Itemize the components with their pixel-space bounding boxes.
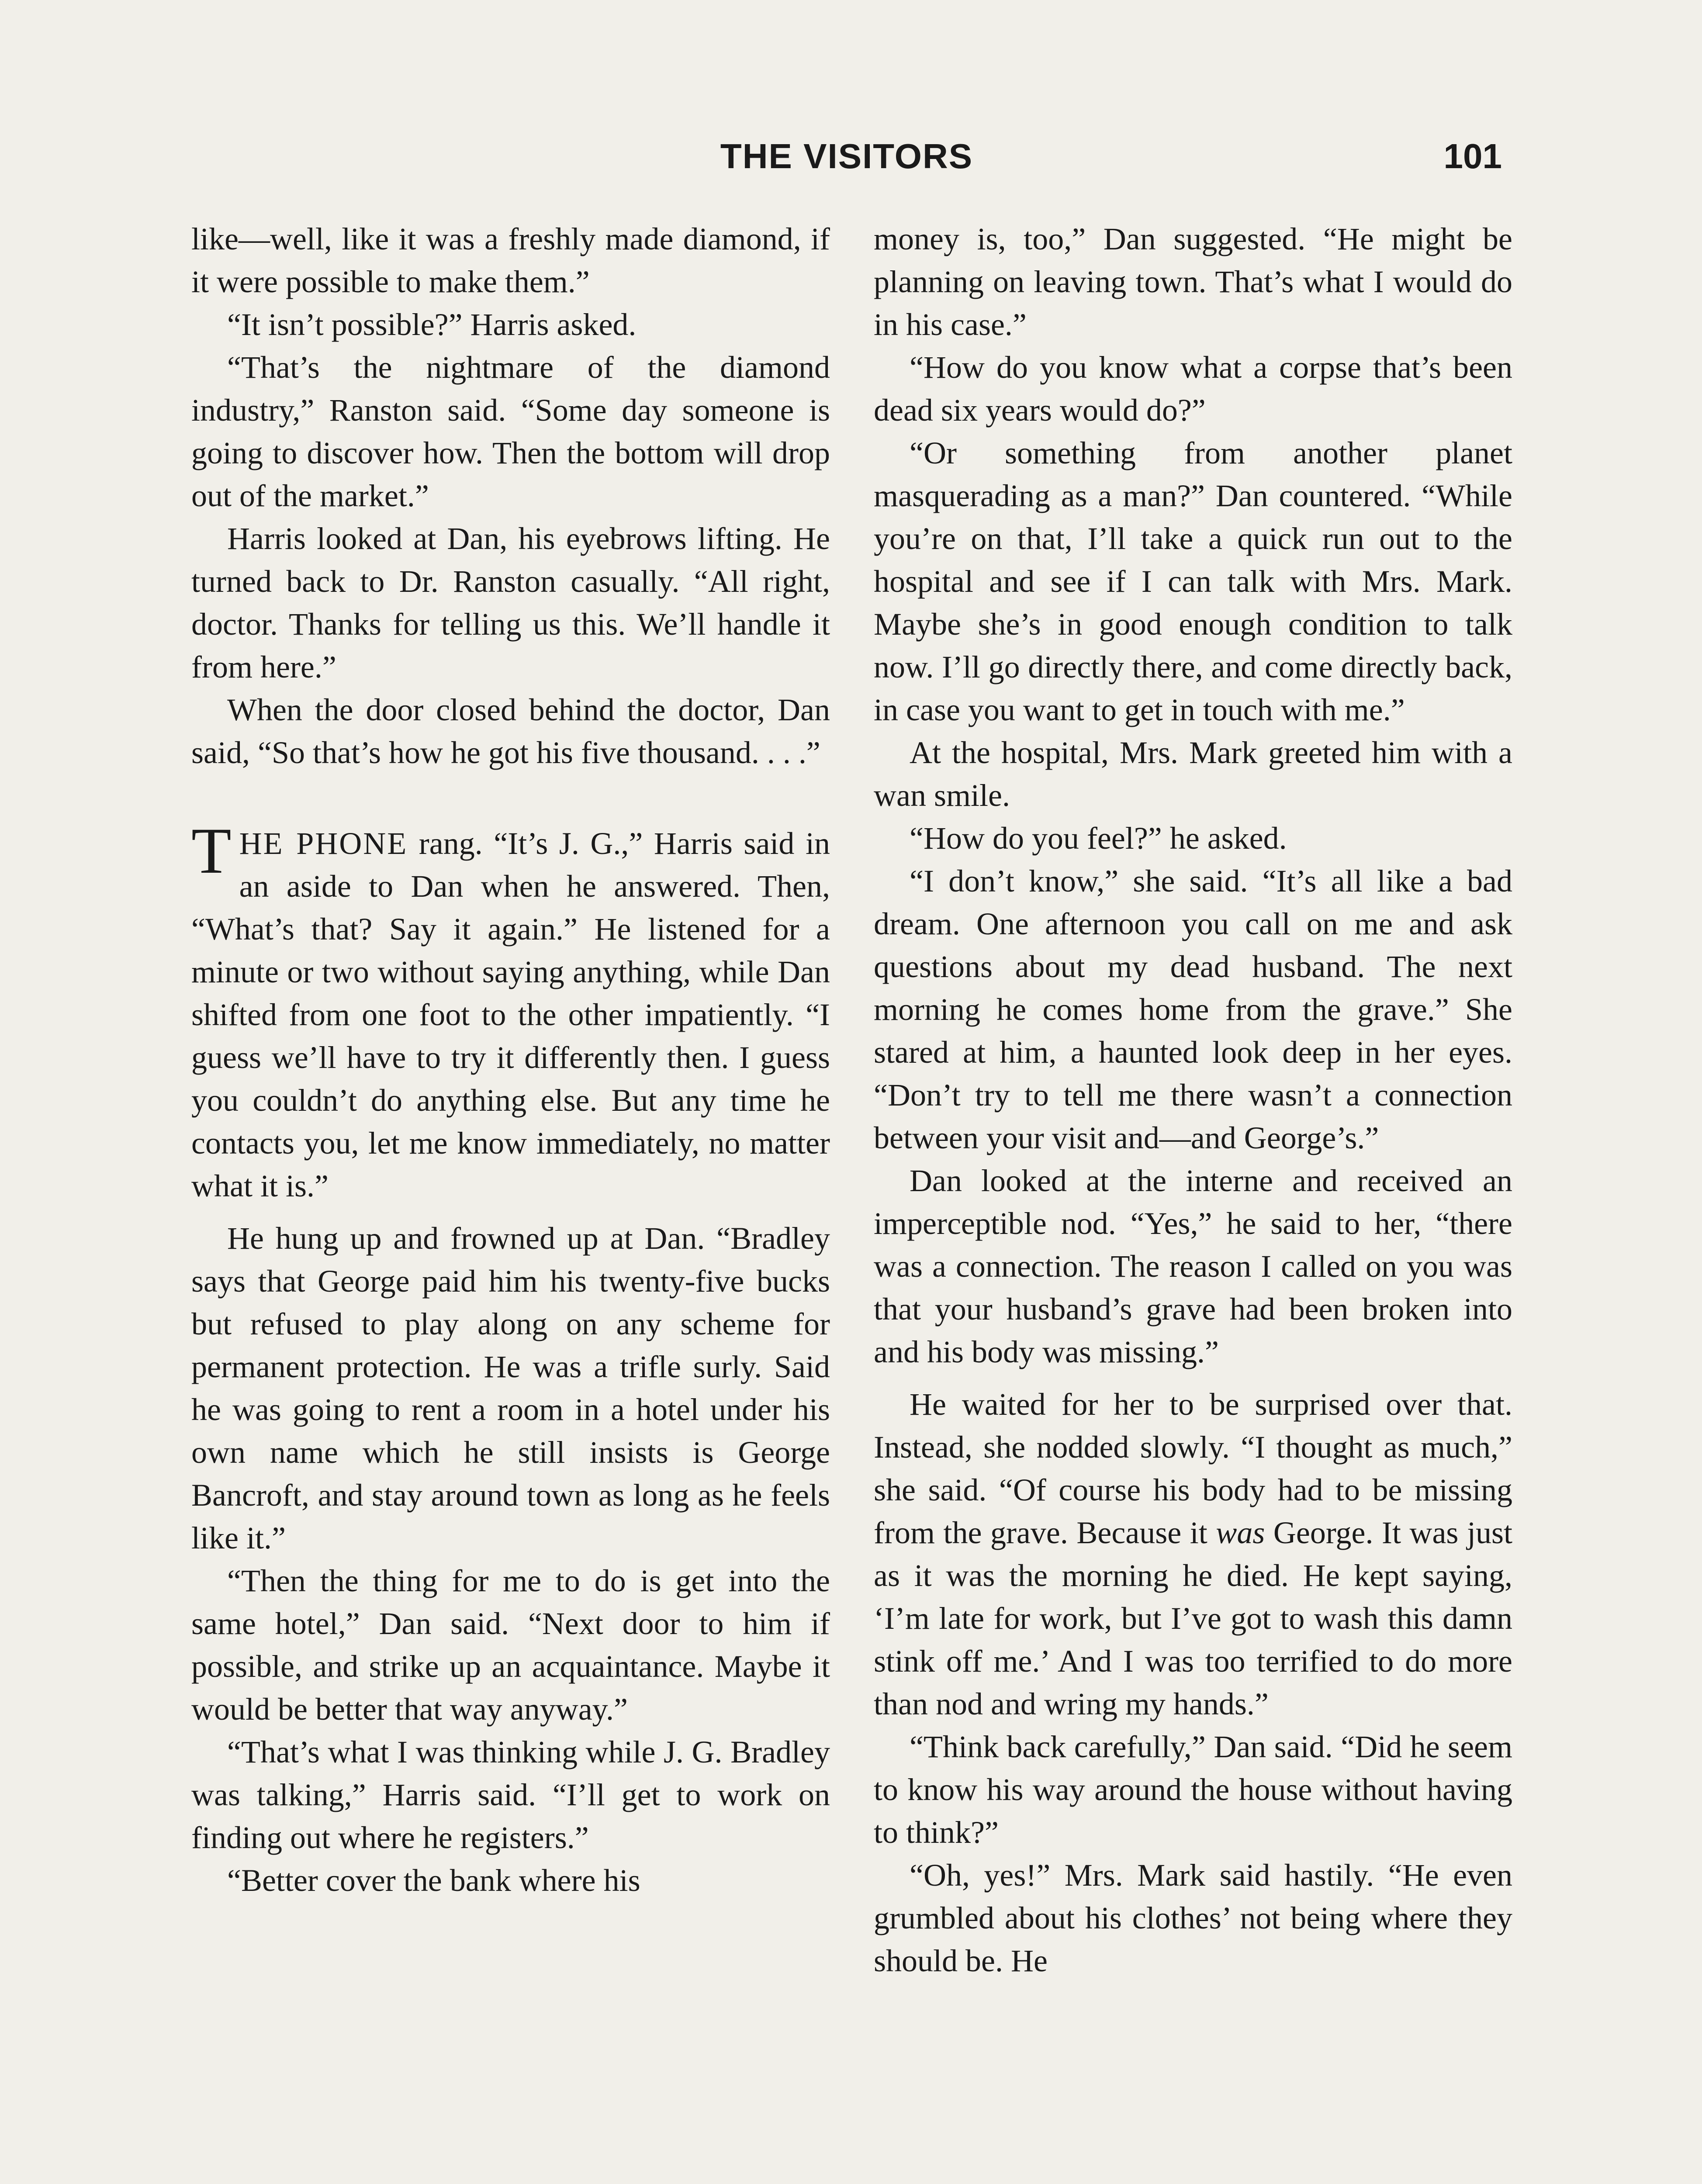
paragraph: Dan looked at the interne and received an imperceptible nod. “Yes,” he said to her, “there was a connection. The reason I called on you was that your husband’s grave had been broken into and his body was missing.” <box>874 1163 1512 1369</box>
paragraph: “That’s what I was thinking while J. G. Bradley was talking,” Harris said. “I’ll get to work on finding out where he registers.” <box>191 1735 830 1855</box>
paragraph <box>874 1383 1512 1725</box>
paragraph: “It isn’t possible?” Harris asked. <box>227 307 637 342</box>
paragraph: like—well, like it was a freshly made diamond, if it were possible to make them.” <box>191 221 830 299</box>
emphasis: was <box>1216 1515 1265 1550</box>
paragraph: Harris looked at Dan, his eyebrows lifting. He turned back to Dr. Ranston casually. “All right, doctor. Thanks for telling us this. We’ll handle it from here.” <box>191 521 830 684</box>
paragraph: “That’s the nightmare of the diamond industry,” Ranston said. “Some day someone is going to discover how. Then the bottom will drop out of the market.” <box>191 350 830 513</box>
small-caps-lead: HE PHONE <box>239 826 408 861</box>
paragraph: “Better cover the bank where his <box>227 1863 640 1898</box>
paragraph: “Then the thing for me to do is get into the same hotel,” Dan said. “Next door to him if possible, and strike up an acquaintance. Maybe it would be better that way anyway.” <box>191 1563 830 1727</box>
paragraph: When the door closed behind the doctor, Dan said, “So that’s how he got his five thousand. . . .” <box>191 692 830 770</box>
page-number: 101 <box>1443 137 1502 176</box>
paragraph-text: George. It was just as it was the morning he died. He kept saying, ‘I’m late for work, but I’ve got to wash this damn stink off me.’ And I was too terrified to do more than nod and wring my hands.” <box>874 1515 1512 1721</box>
paragraph: “How do you know what a corpse that’s been dead six years would do?” <box>874 350 1512 428</box>
paragraph: “Think back carefully,” Dan said. “Did he seem to know his way around the house without having to think?” <box>874 1729 1512 1850</box>
paragraph: At the hospital, Mrs. Mark greeted him with a wan smile. <box>874 735 1512 813</box>
paragraph: “Oh, yes!” Mrs. Mark said hastily. “He even grumbled about his clothes’ not being where they should be. He <box>874 1858 1512 1978</box>
left-column <box>191 218 830 1902</box>
drop-cap: T <box>191 815 232 887</box>
right-column <box>874 218 1512 1982</box>
paragraph: “I don’t know,” she said. “It’s all like a bad dream. One afternoon you call on me and ask questions about my dead husband. The next morning he comes home from the grave.” She stared at him, a haunted look deep in her eyes. “Don’t try to tell me there wasn’t a connection between your visit and—and George’s.” <box>874 864 1512 1155</box>
running-head: THE VISITORS <box>720 137 973 176</box>
paragraph: “How do you feel?” he asked. <box>910 821 1287 856</box>
paragraph-text: He waited for her to be surprised over that. Instead, she nodded slowly. “I thought as much,” she said. “Of course his body had to be missing from the grave. Because it <box>874 1387 1512 1550</box>
page-header <box>191 136 1502 189</box>
paragraph: money is, too,” Dan suggested. “He might be planning on leaving town. That’s what I would do in his case.” <box>874 221 1512 342</box>
paragraph: He hung up and frowned up at Dan. “Bradley says that George paid him his twenty-five bucks but refused to play along on any scheme for permanent protection. He was a trifle surly. Said he was going to rent a room in a hotel under his own name which he still insists is George Bancroft, and stay around town as long as he feels like it.” <box>191 1221 830 1555</box>
paragraph-text: rang. “It’s J. G.,” Harris said in an aside to Dan when he answered. Then, “What’s that? Say it again.” He listened for a minute or two without saying anything, while Dan shifted from one foot to the other impatiently. “I guess we’ll have to try it differently then. I guess you couldn’t do anything else. But any time he contacts you, let me know immediately, no matter what it is.” <box>191 826 830 1203</box>
paragraph: “Or something from another planet masquerading as a man?” Dan countered. “While you’re on that, I’ll take a quick run out to the hospital and see if I can talk with Mrs. Mark. Maybe she’s in good enough condition to talk now. I’ll go directly there, and come directly back, in case you want to get in touch with me.” <box>874 435 1512 727</box>
section-opening-paragraph <box>191 815 830 1207</box>
